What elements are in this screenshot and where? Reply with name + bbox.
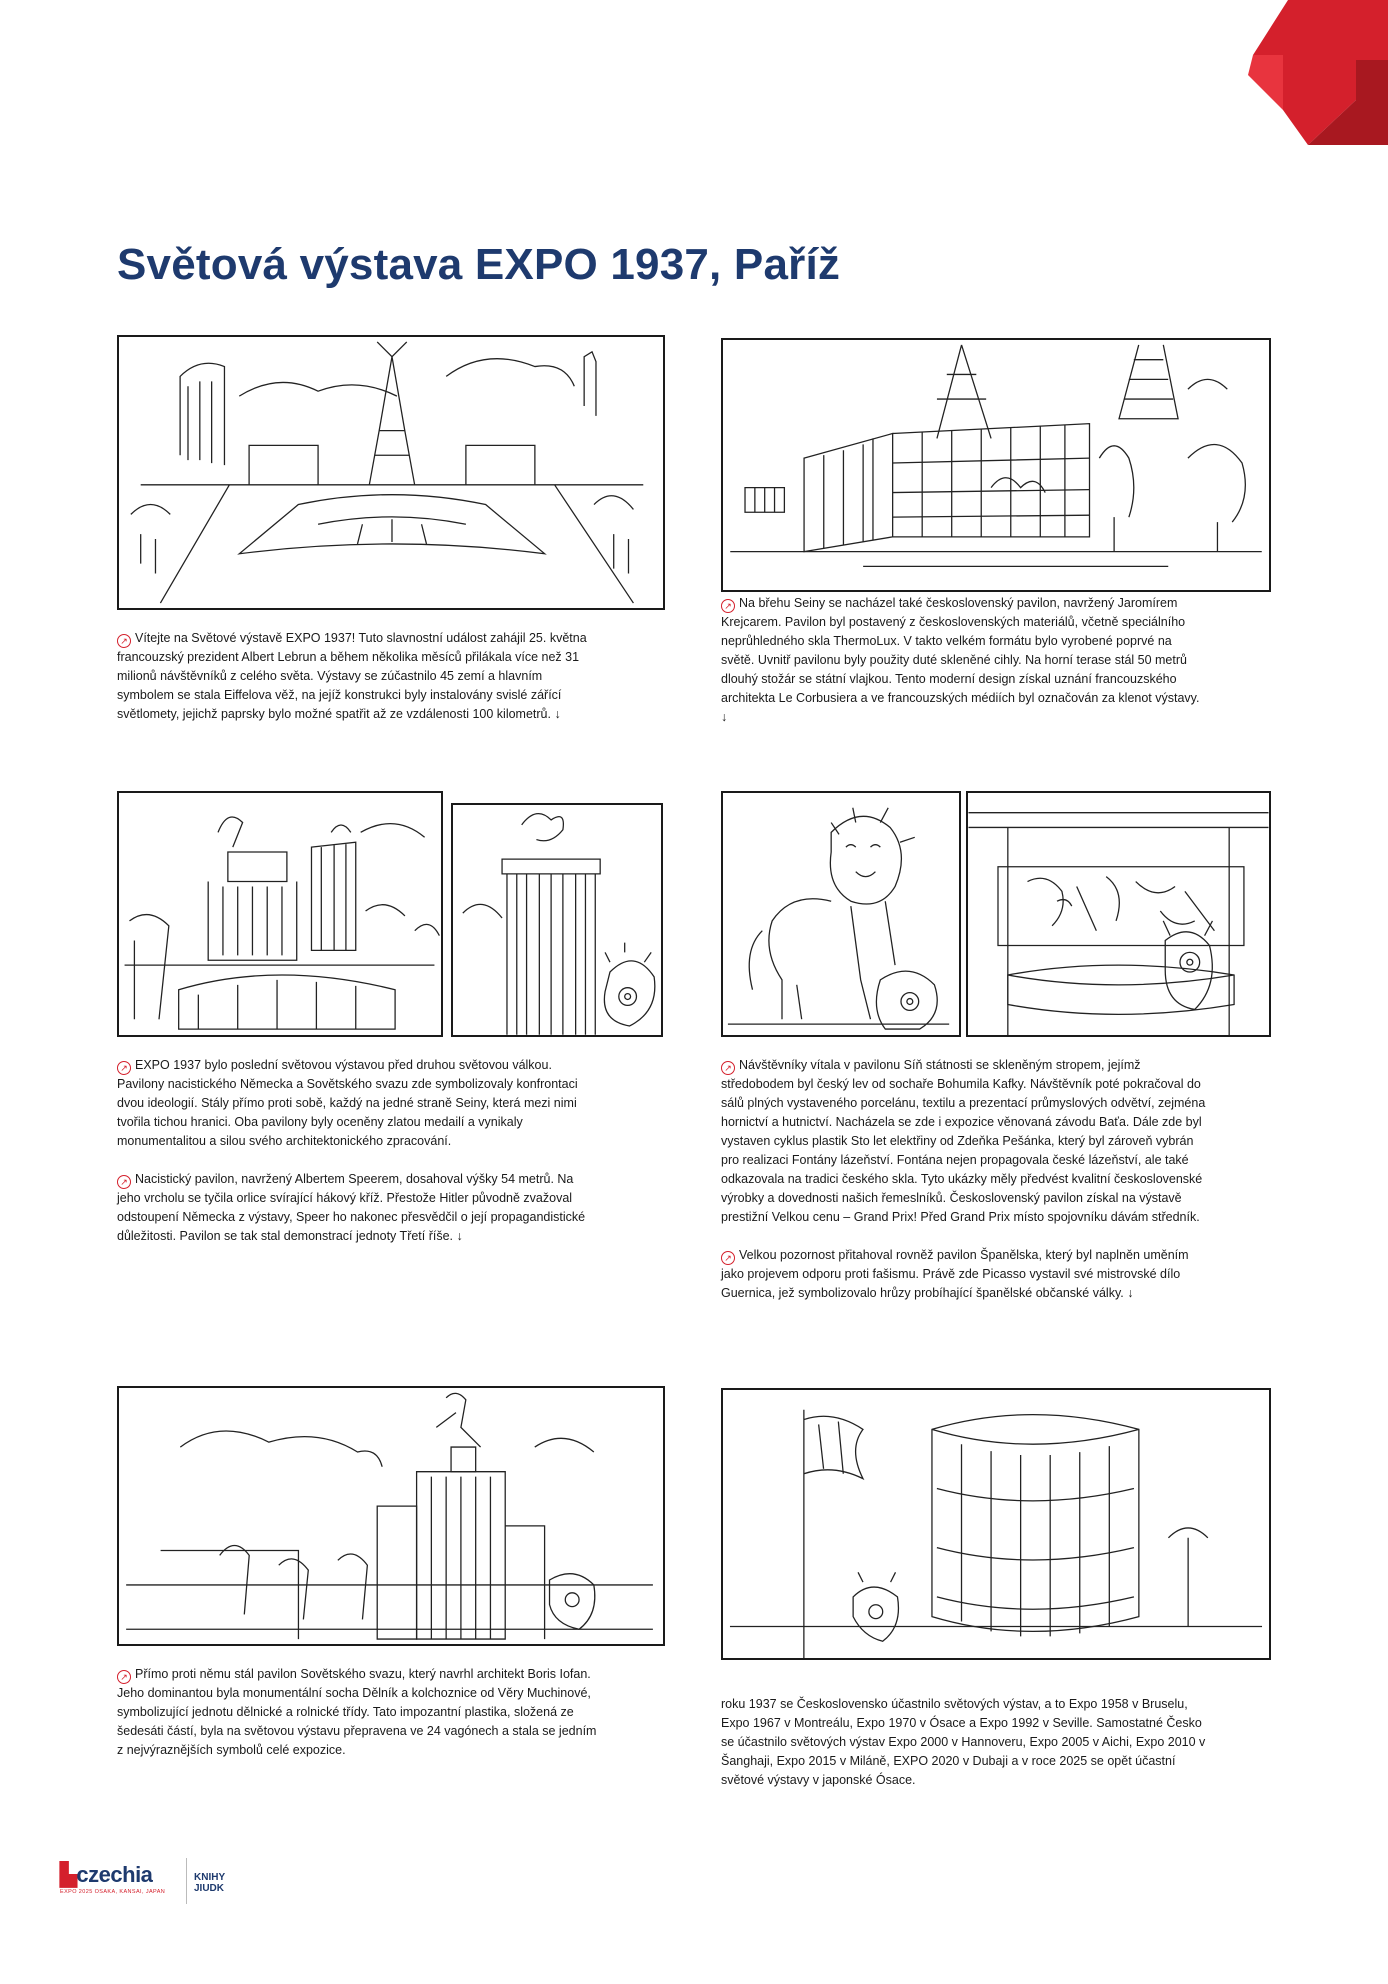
caption-text: Návštěvníky vítala v pavilonu Síň státnosti se skleněným stropem, jejímž středobodem byl český lev od sochaře Bohumila Kafky. Návštěvník poté pokračoval do sálů plných vystaveného porcelánu, textilu a prezentací průmyslových odvětví, zejména hornictví a hutnictví. Nacházela se zde i expozice věnovaná závodu Baťa. Dále zde byl vystaven cyklus plastik Sto let elektřiny od Zdeňka Pešánka, který byl zároveň vybrán pro realizaci Fontány lázeňství. Fontána nejen propagovala české lázeňství, ale také odkazovala na tradici českého skla. Tyto ukázky měly předvést kvalitní československé výrobky a dovednosti našich řemeslníků. Československý pavilon získal na výstavě prestižní Velkou cenu – Grand Prix! Před Grand Prix místo spojovníku dávám středník. bbox=[721, 1058, 1206, 1224]
illustration-soviet-pavilion bbox=[117, 1386, 665, 1646]
caption-text: roku 1937 se Československo účastnilo světových výstav, a to Expo 1958 v Bruselu, Expo 1967 v Montreálu, Expo 1970 v Ósace a Expo 1992 v Seville. Samostatné Česko se účastnilo světových výstav Expo 2000 v Hannoveru, Expo 2005 v Aichi, Expo 2010 v Šanghaji, Expo 2015 v Miláně, EXPO 2020 v Dubaji a v roce 2025 se opět účastní světové výstavy v japonské Ósace. bbox=[721, 1697, 1206, 1787]
caption-text: Velkou pozornost přitahoval rovněž pavilon Španělska, který byl naplněn uměním jako projevem odporu proti fašismu. Právě zde Picasso vystavil své mistrovské dílo Guernica, jež symbolizovalo hrůzy probíhající španělské občanské války. ↓ bbox=[721, 1248, 1189, 1300]
illustration-czechoslovak-pavilion bbox=[721, 338, 1271, 592]
caption-welcome bbox=[117, 629, 597, 724]
caption-later-expos bbox=[721, 1695, 1211, 1790]
publisher-line2: JIUDK bbox=[194, 1883, 225, 1894]
arrow-up-right-icon: ↗ bbox=[721, 1251, 735, 1265]
illustration-german-soviet-pavilions bbox=[117, 791, 443, 1037]
czechia-logo: ▙czechia EXPO 2025 OSAKA, KANSAI, JAPAN bbox=[60, 1862, 166, 1895]
illustration-modern-czech-pavilion bbox=[721, 1388, 1271, 1660]
publisher-line1: KNIHY bbox=[194, 1872, 226, 1883]
caption-czechoslovak-pavilion bbox=[721, 594, 1201, 727]
caption-text: Přímo proti němu stál pavilon Sovětského svazu, který navrhl architekt Boris Iofan. Jeho dominantou byla monumentální socha Dělník a kolchoznice od Věry Muchinové, symbolizující jednotu dělnické a rolnické třídy. Tato impozantní plastika, složená ze šedesáti částí, byla na světovou výstavu přepravena ve 24 vagónech a stala se jedním z nejvýraznějších symbolů celé expozice. bbox=[117, 1667, 597, 1757]
footer-divider bbox=[186, 1858, 187, 1904]
arrow-up-right-icon: ↗ bbox=[117, 1670, 131, 1684]
illustration-spanish-pavilion-guernica bbox=[966, 791, 1271, 1037]
arrow-up-right-icon: ↗ bbox=[117, 1175, 131, 1189]
caption-text: EXPO 1937 bylo poslední světovou výstavou před druhou světovou válkou. Pavilony nacistického Německa a Sovětského svazu zde symbolizovaly konfrontaci dvou ideologií. Stály přímo proti sobě, každý na jedné straně Seiny, která mezi nimi tvořila tichou hranici. Oba pavilony byly oceněny zlatou medailí a vynikaly monumentalitou a silou svého architektonického zpracování. bbox=[117, 1058, 578, 1148]
page-title: Světová výstava EXPO 1937, Paříž bbox=[117, 240, 841, 289]
arrow-up-right-icon: ↗ bbox=[721, 599, 735, 613]
arrow-up-right-icon: ↗ bbox=[117, 1061, 131, 1075]
arrow-up-right-icon: ↗ bbox=[721, 1061, 735, 1075]
caption-text: Na břehu Seiny se nacházel také československý pavilon, navržený Jaromírem Krejcarem. Pavilon byl postavený z československých materiálů, včetně speciálního neprůhledného skla ThermoLux. V takto velkém formátu bylo vyrobené poprvé na světě. Uvnitř pavilonu byly použity duté skleněné cihly. Na horní terase stál 50 metrů dlouhý stožár se státní vlajkou. Tento moderní design získal uznání francouzského architekta Le Corbusiera a ve francouzských médiích byl označován za klenot výstavy. ↓ bbox=[721, 596, 1200, 724]
caption-text: Vítejte na Světové výstavě EXPO 1937! Tuto slavnostní událost zahájil 25. května francouzský prezident Albert Lebrun a během několika měsíců přilákala více než 31 milionů návštěvníků z celého světa. Výstavy se zúčastnilo 45 zemí a hlavním symbolem se stala Eiffelova věž, na jejíž konstrukci byly instalovány svislé zářící světlomety, jejichž paprsky bylo možné spatřit až ze vzdálenosti 100 kilometrů. ↓ bbox=[117, 631, 587, 721]
publisher-logo bbox=[194, 1872, 225, 1894]
illustration-german-pavilion-tower bbox=[451, 803, 663, 1037]
caption-soviet-pavilion bbox=[117, 1665, 597, 1760]
arrow-up-right-icon: ↗ bbox=[117, 634, 131, 648]
caption-text: Nacistický pavilon, navržený Albertem Speerem, dosahoval výšky 54 metrů. Na jeho vrcholu se tyčila orlice svírající hákový kříž. Přestože Hitler původně zvažoval odstoupení Německa z výstavy, Speer ho nakonec přesvědčil o její propagandistické důležitosti. Pavilon se tak stal demonstrací jednoty Třetí říše. ↓ bbox=[117, 1172, 586, 1243]
logo-wordmark: czechia bbox=[76, 1862, 153, 1887]
caption-hall-of-statehood bbox=[721, 1056, 1211, 1303]
illustration-czech-lion bbox=[721, 791, 961, 1037]
caption-last-expo bbox=[117, 1056, 597, 1246]
corner-decoration bbox=[1228, 0, 1388, 145]
illustration-eiffel-tower bbox=[117, 335, 665, 610]
logo-subtitle: EXPO 2025 OSAKA, KANSAI, JAPAN bbox=[60, 1889, 166, 1895]
